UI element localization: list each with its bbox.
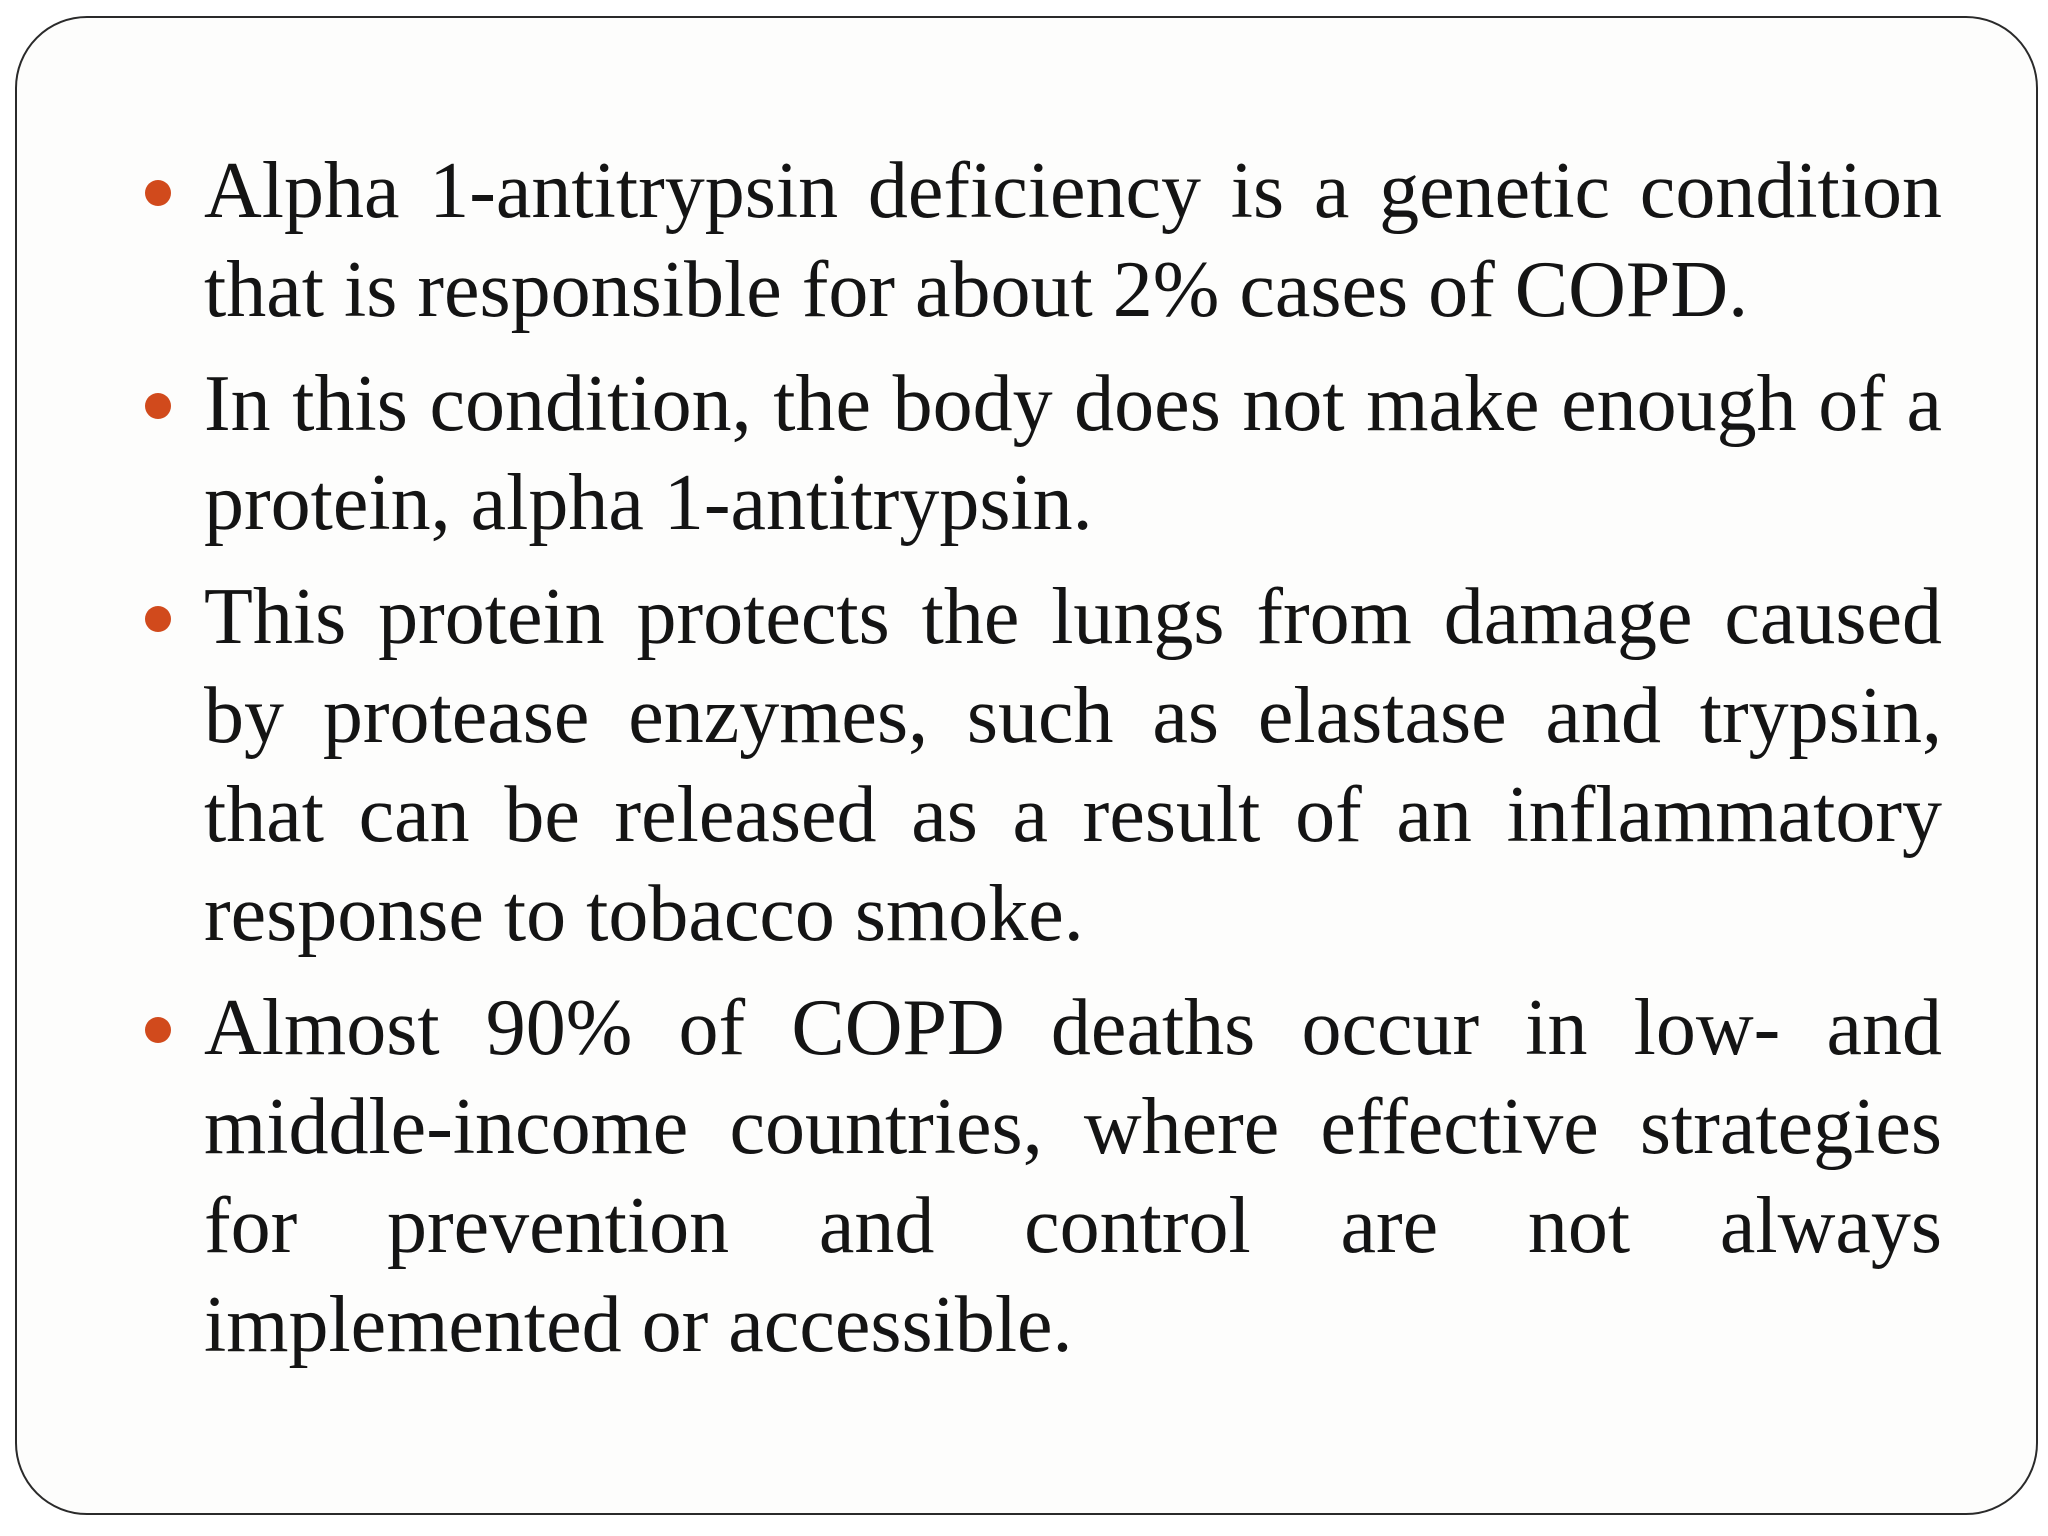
bullet-text: In this condition, the body does not make enough of a protein, alpha 1-antitrypsin. <box>204 360 1942 547</box>
bullet-item-copd-deaths <box>204 979 1942 1375</box>
bullet-dot-icon <box>145 606 171 632</box>
bullet-item-alpha1-deficiency <box>204 142 1942 340</box>
bullet-list <box>204 142 1942 1390</box>
bullet-text: This protein protects the lungs from damage caused by protease enzymes, such as elastase and trypsin, that can be released as a result of an inflammatory response to tobacco smoke. <box>204 573 1942 958</box>
bullet-item-protein-production <box>204 355 1942 553</box>
bullet-text: Alpha 1-antitrypsin deficiency is a genetic condition that is responsible for about 2% cases of COPD. <box>204 147 1942 334</box>
slide-frame <box>15 16 2038 1515</box>
bullet-dot-icon <box>145 393 171 419</box>
bullet-dot-icon <box>145 180 171 206</box>
bullet-item-protein-function <box>204 568 1942 964</box>
bullet-text: Almost 90% of COPD deaths occur in low- and middle-income countries, where effective strategies for prevention and control are not always implemented or accessible. <box>204 984 1942 1369</box>
bullet-dot-icon <box>145 1017 171 1043</box>
